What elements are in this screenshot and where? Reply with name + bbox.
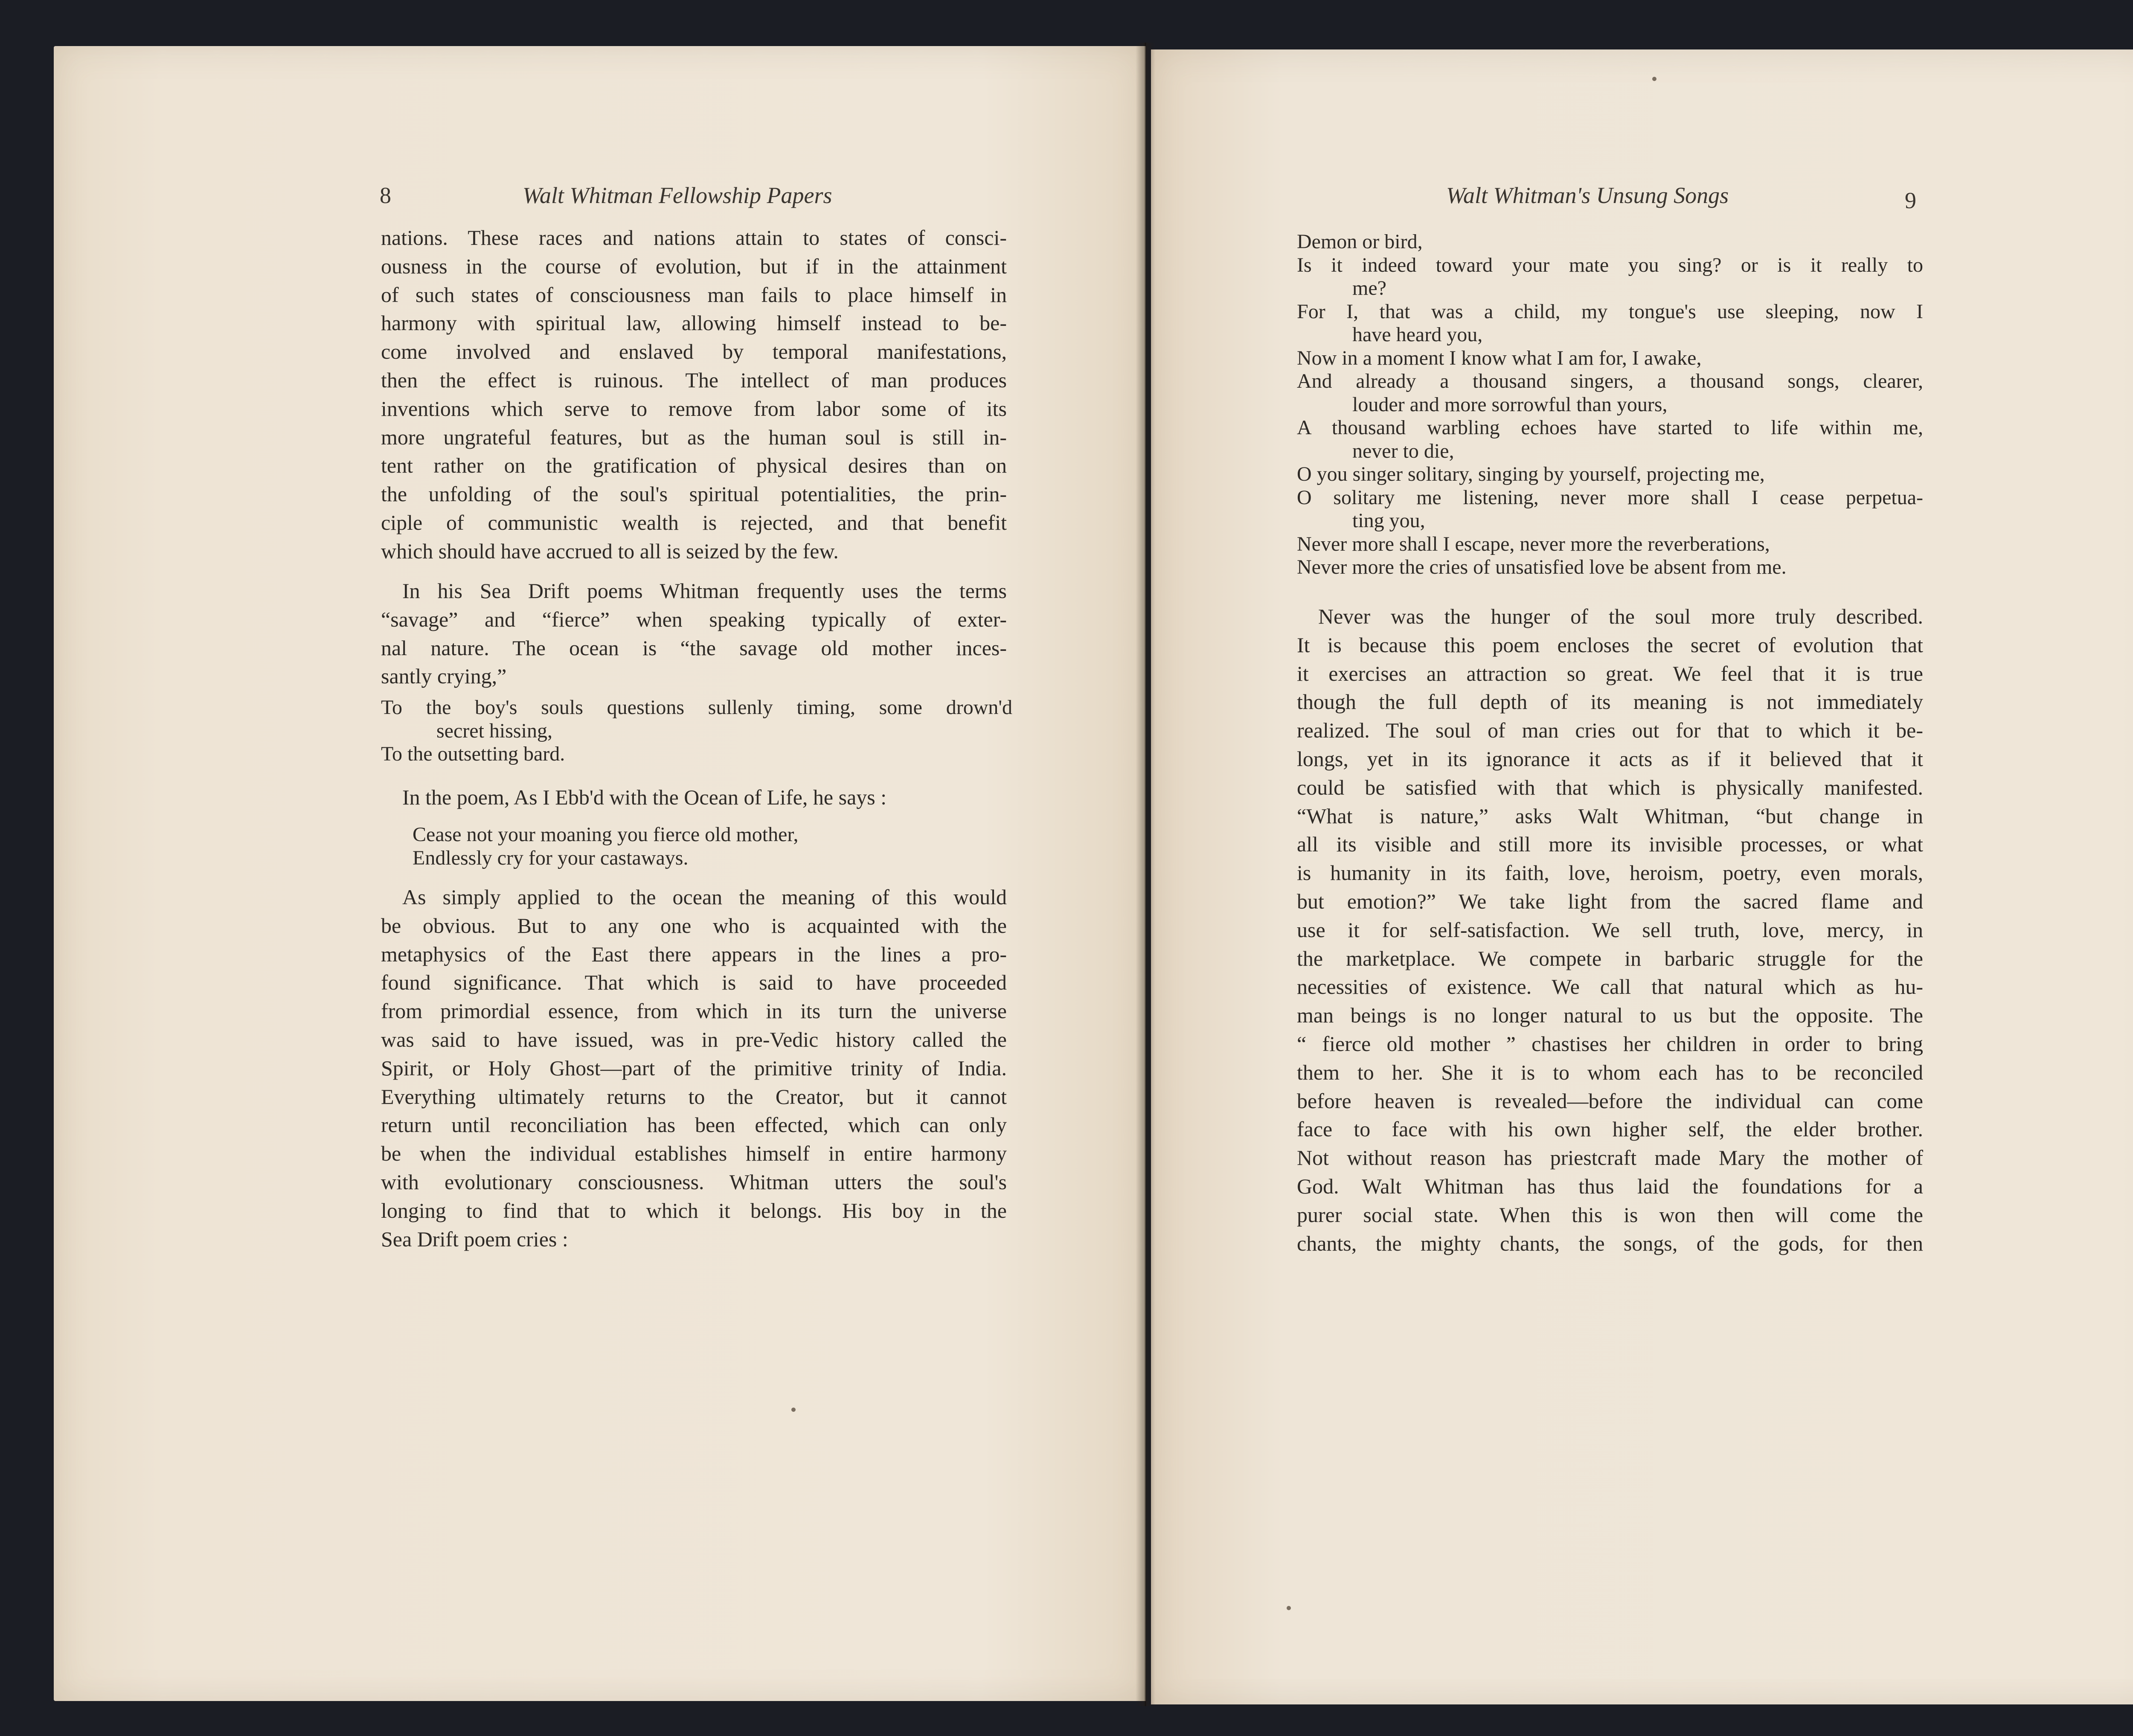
- text-line: the unfolding of the soul's spiritual potentialities, the prin-: [381, 482, 1007, 506]
- text-line: the marketplace. We compete in barbaric struggle for the: [1297, 946, 1923, 970]
- text-line: be when the individual establishes himself in entire harmony: [381, 1141, 1007, 1166]
- text-line: tent rather on the gratification of physical desires than on: [381, 453, 1007, 478]
- left-para-3: [381, 783, 1007, 812]
- text-line: which should have accrued to all is seized by the few.: [381, 539, 839, 563]
- text-line: man beings is no longer natural to us but the opposite. The: [1297, 1003, 1923, 1028]
- text-line: “savage” and “fierce” when speaking typically of exter-: [381, 607, 1007, 631]
- text-line: of such states of consciousness man fails to place himself in: [381, 282, 1007, 307]
- text-line: “What is nature,” asks Walt Whitman, “but change in: [1297, 804, 1923, 828]
- right-para: [1297, 602, 1923, 1257]
- text-line: longing to find that to which it belongs. His boy in the: [381, 1198, 1007, 1222]
- text-line: “ fierce old mother ” chastises her children in order to bring: [1297, 1031, 1923, 1056]
- book-gutter: [1136, 43, 1155, 1706]
- verse-line: O you singer solitary, singing by yourself, projecting me,: [1297, 463, 1765, 485]
- verse-line: A thousand warbling echoes have started to life within me,: [1297, 416, 1923, 439]
- text-line: was said to have issued, was in pre-Vedic history called the: [381, 1027, 1007, 1051]
- verse-line: louder and more sorrowful than yours,: [1352, 393, 1668, 416]
- text-line: is humanity in its faith, love, heroism, poetry, even morals,: [1297, 861, 1923, 885]
- right-running-title: Walt Whitman's Unsung Songs: [1446, 183, 1729, 208]
- text-line: nations. These races and nations attain to states of consci-: [381, 226, 1007, 250]
- verse-line: me?: [1352, 277, 1386, 299]
- left-verse-2: [413, 823, 967, 870]
- text-line: them to her. She it is to whom each has to be reconciled: [1297, 1060, 1923, 1084]
- text-line: ciple of communistic wealth is rejected, and that benefit: [381, 510, 1007, 534]
- text-line: Sea Drift poem cries :: [381, 1227, 568, 1251]
- text-line: with evolutionary consciousness. Whitman utters the soul's: [381, 1170, 1007, 1194]
- text-line: realized. The soul of man cries out for that to which it be-: [1297, 718, 1923, 743]
- left-para-2: [381, 577, 1007, 691]
- text-line: ousness in the course of evolution, but if in the attainment: [381, 254, 1007, 278]
- text-line: In the poem, As I Ebb'd with the Ocean of Life, he says :: [402, 785, 887, 809]
- text-line: face to face with his own higher self, the elder brother.: [1297, 1117, 1923, 1141]
- paper-speck: [791, 1408, 796, 1412]
- verse-line: Never more the cries of unsatisfied love be absent from me.: [1297, 556, 1787, 578]
- text-line: longs, yet in its ignorance it acts as if it believed that it: [1297, 746, 1923, 771]
- verse-line: secret hissing,: [436, 719, 552, 742]
- text-line: it exercises an attraction so great. We feel that it is true: [1297, 661, 1923, 685]
- text-line: found significance. That which is said to have proceeded: [381, 970, 1007, 995]
- text-line: Not without reason has priestcraft made Mary the mother of: [1297, 1146, 1923, 1170]
- verse-line: Endlessly cry for your castaways.: [413, 846, 689, 869]
- verse-line: And already a thousand singers, a thousand songs, clearer,: [1297, 370, 1923, 392]
- left-running-title: Walt Whitman Fellowship Papers: [523, 183, 832, 208]
- verse-line: To the boy's souls questions sullenly timing, some drown'd: [381, 696, 1012, 719]
- verse-line: For I, that was a child, my tongue's use sleeping, now I: [1297, 300, 1923, 323]
- text-line: Never was the hunger of the soul more truly described.: [1318, 604, 1923, 628]
- left-page-number: 8: [380, 183, 391, 208]
- verse-line: To the outsetting bard.: [381, 743, 565, 765]
- text-line: necessities of existence. We call that natural which as hu-: [1297, 975, 1923, 999]
- text-line: but emotion?” We take light from the sacred flame and: [1297, 889, 1923, 913]
- text-line: santly crying,”: [381, 664, 507, 688]
- verse-line: Is it indeed toward your mate you sing? or is it really to: [1297, 253, 1923, 276]
- paper-speck: [1287, 1606, 1291, 1610]
- text-line: metaphysics of the East there appears in the lines a pro-: [381, 942, 1007, 966]
- text-line: come involved and enslaved by temporal manifestations,: [381, 340, 1007, 364]
- text-line: return until reconciliation has been effected, which can only: [381, 1113, 1007, 1137]
- verse-line: Cease not your moaning you fierce old mother,: [413, 823, 799, 846]
- text-line: nal nature. The ocean is “the savage old mother inces-: [381, 636, 1007, 660]
- verse-line: Never more shall I escape, never more the reverberations,: [1297, 532, 1770, 555]
- text-line: In his Sea Drift poems Whitman frequently uses the terms: [402, 579, 1007, 603]
- text-line: could be satisfied with that which is physically manifested.: [1297, 775, 1923, 799]
- text-line: be obvious. But to any one who is acquainted with the: [381, 913, 1007, 938]
- text-line: then the effect is ruinous. The intellect of man produces: [381, 368, 1007, 392]
- verse-line: have heard you,: [1352, 323, 1483, 346]
- text-line: Spirit, or Holy Ghost—part of the primitive trinity of India.: [381, 1056, 1007, 1080]
- left-para-1: [381, 224, 1007, 566]
- right-verse: [1297, 230, 1923, 579]
- text-line: though the full depth of its meaning is not immediately: [1297, 690, 1923, 714]
- paper-speck: [1652, 77, 1656, 81]
- text-line: more ungrateful features, but as the human soul is still in-: [381, 425, 1007, 449]
- verse-line: O solitary me listening, never more shall I cease perpetua-: [1297, 486, 1923, 509]
- text-line: use it for self-satisfaction. We sell truth, love, mercy, in: [1297, 917, 1923, 942]
- text-line: Everything ultimately returns to the Creator, but it cannot: [381, 1084, 1007, 1109]
- text-line: God. Walt Whitman has thus laid the foundations for a: [1297, 1174, 1923, 1198]
- text-line: purer social state. When this is won then will come the: [1297, 1202, 1923, 1227]
- text-line: harmony with spiritual law, allowing himself instead to be-: [381, 311, 1007, 335]
- verse-line: Now in a moment I know what I am for, I awake,: [1297, 346, 1702, 369]
- text-line: inventions which serve to remove from labor some of its: [381, 396, 1007, 421]
- text-line: It is because this poem encloses the secret of evolution that: [1297, 633, 1923, 657]
- left-para-4: [381, 883, 1007, 1253]
- text-line: As simply applied to the ocean the meaning of this would: [402, 885, 1007, 909]
- verse-line: ting you,: [1352, 509, 1425, 532]
- verse-line: Demon or bird,: [1297, 230, 1423, 253]
- text-line: from primordial essence, from which in its turn the universe: [381, 999, 1007, 1023]
- text-line: all its visible and still more its invisible processes, or what: [1297, 832, 1923, 856]
- text-line: before heaven is revealed—before the individual can come: [1297, 1089, 1923, 1113]
- text-line: chants, the mighty chants, the songs, of the gods, for then: [1297, 1231, 1923, 1255]
- verse-line: never to die,: [1352, 439, 1454, 462]
- left-verse-1: [381, 696, 1012, 766]
- right-page-number: 9: [1905, 188, 1916, 213]
